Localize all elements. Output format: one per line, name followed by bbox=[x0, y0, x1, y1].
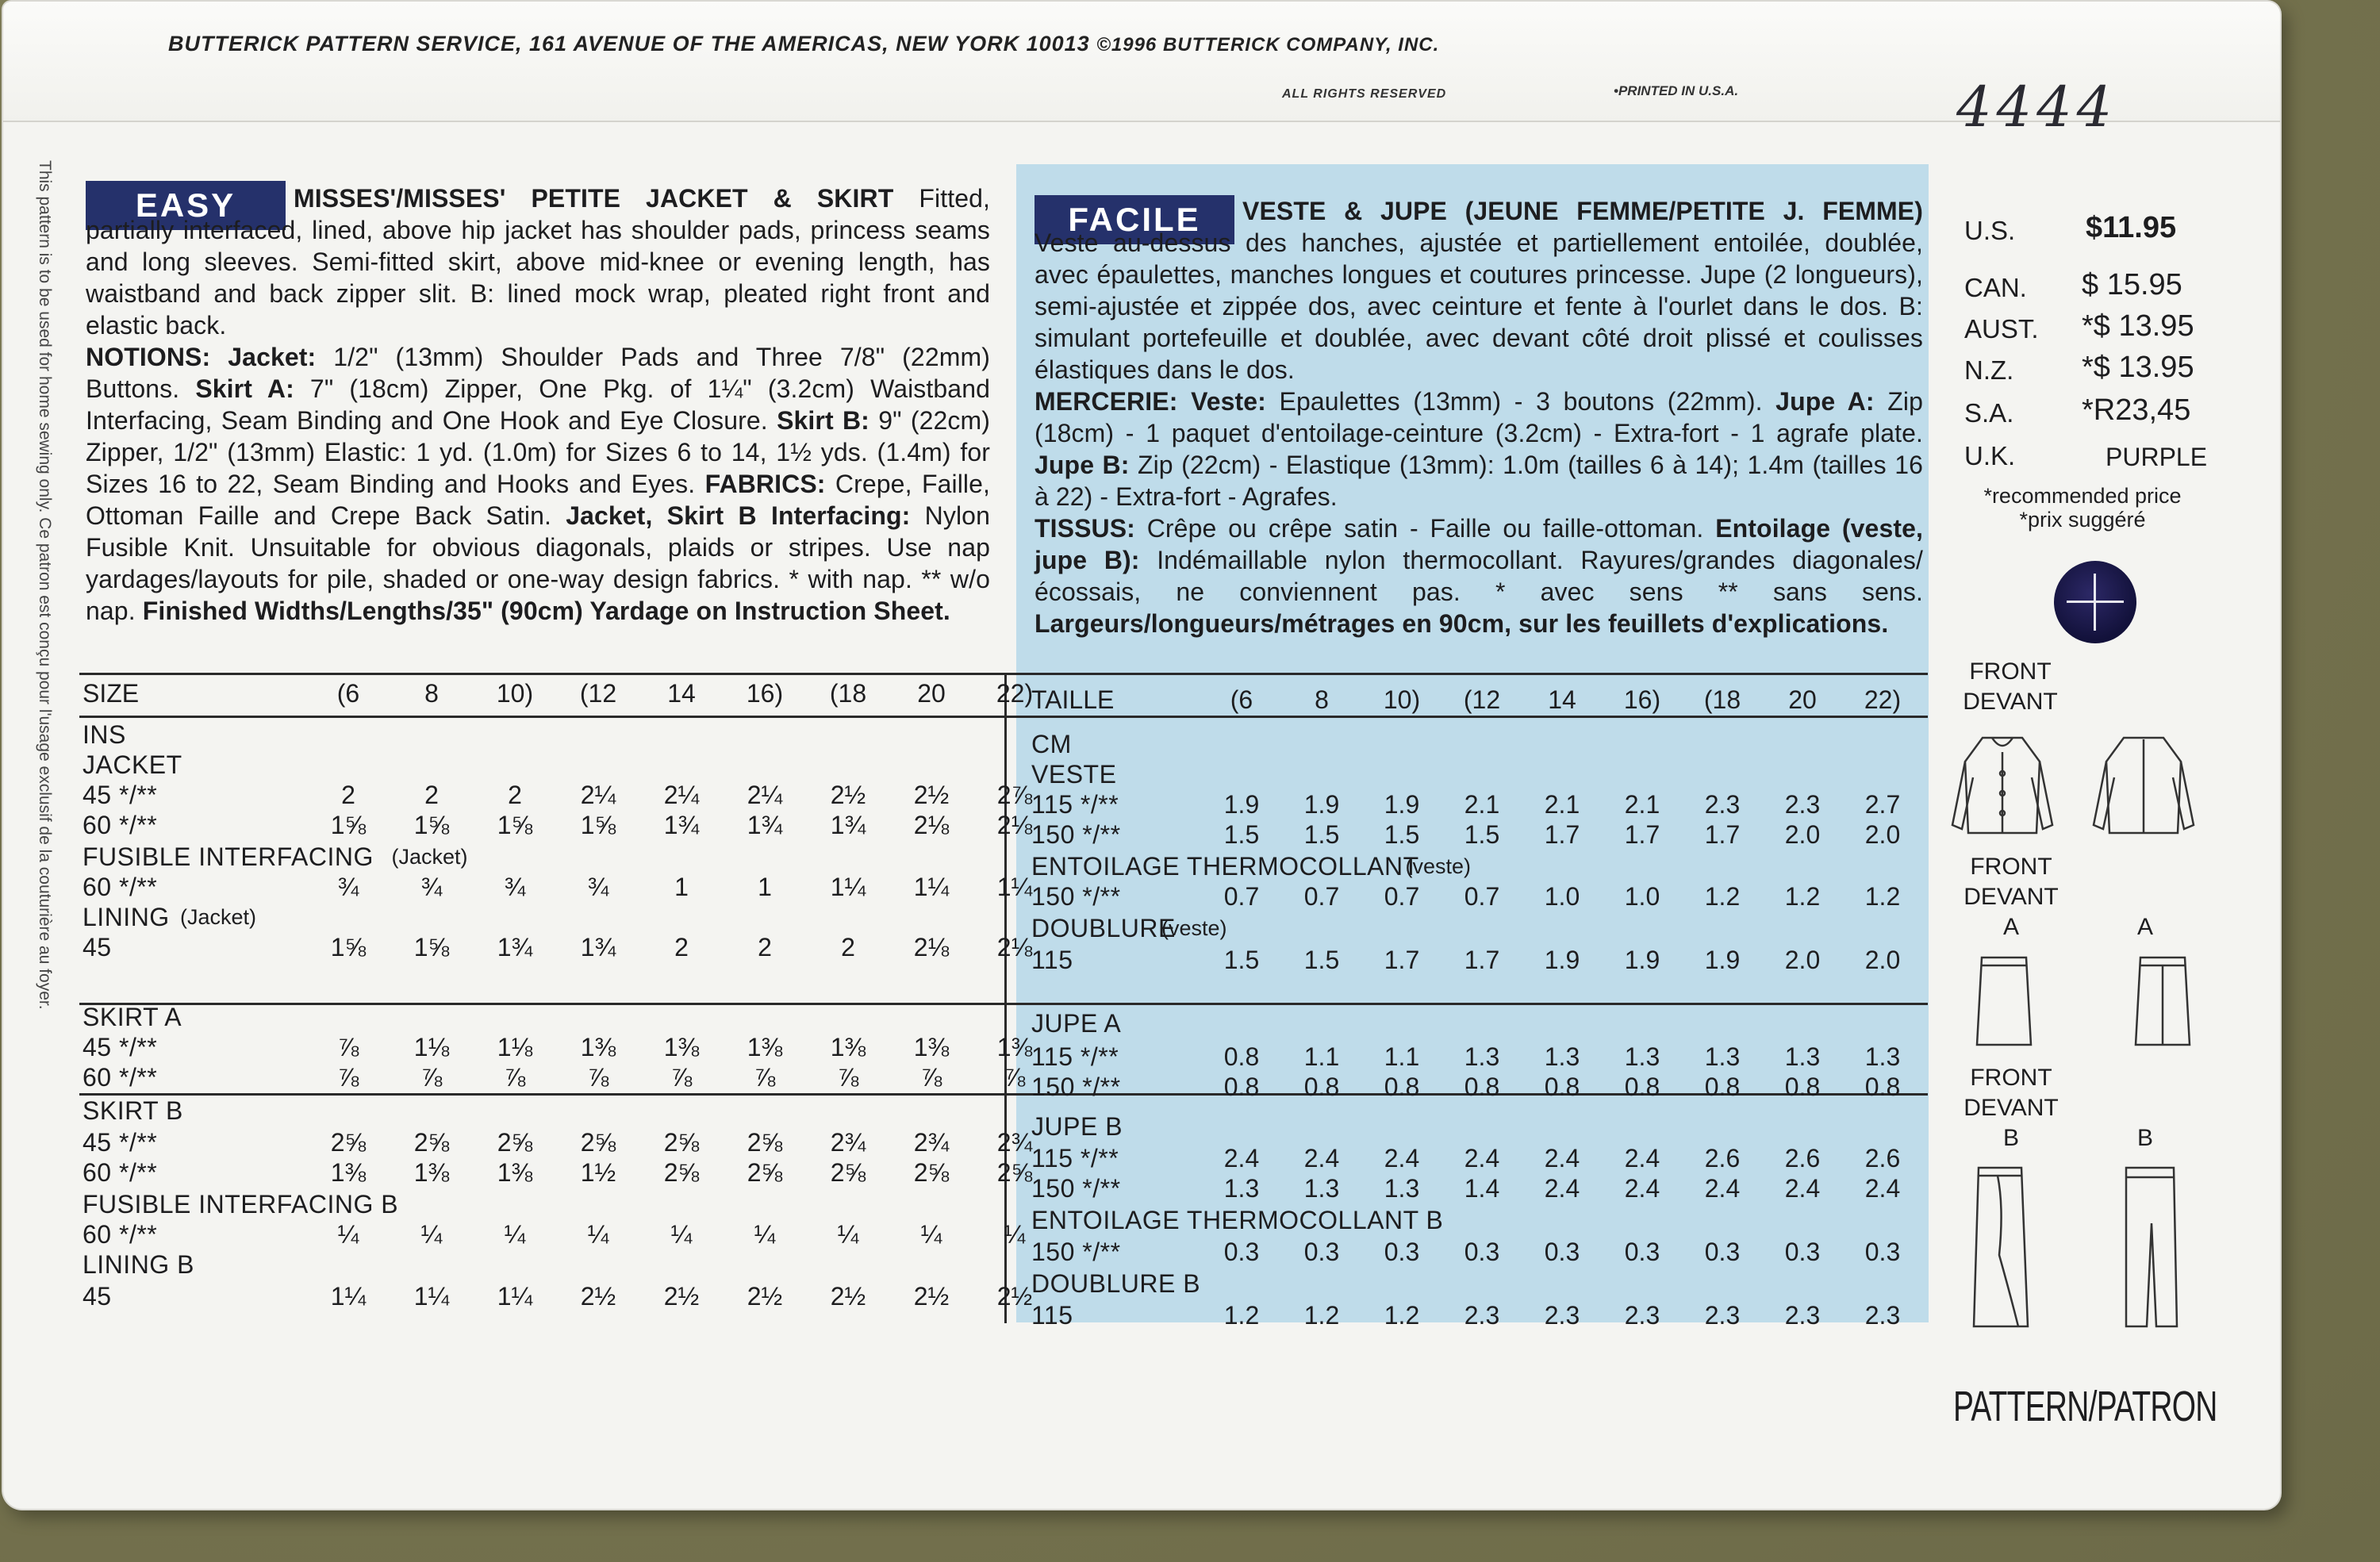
fr-row-label: 150 */** bbox=[1031, 1174, 1121, 1203]
fr-value-cell: 0.7 bbox=[1384, 882, 1420, 911]
fr-value-cell: 1.9 bbox=[1303, 790, 1340, 819]
en-value-cell: 1⅜ bbox=[497, 1158, 533, 1187]
fr-row-label: 150 */** bbox=[1031, 882, 1121, 911]
en-value-cell: ⅞ bbox=[504, 1063, 526, 1092]
fr-size-col: (12 bbox=[1463, 685, 1501, 714]
fr-row-label: VESTE bbox=[1031, 760, 1117, 789]
en-value-cell: 1⅜ bbox=[913, 1033, 950, 1061]
en-value-cell: 2 bbox=[508, 781, 522, 809]
en-value-cell: 1¾ bbox=[747, 811, 783, 839]
fr-value-cell: 1.7 bbox=[1544, 820, 1580, 849]
fr-value-cell: 1.7 bbox=[1624, 820, 1660, 849]
fr-row-label: JUPE A bbox=[1031, 1009, 1122, 1038]
en-value-cell: 2½ bbox=[830, 1282, 866, 1311]
back-a-label: A bbox=[2136, 914, 2153, 940]
en-row-label: SKIRT A bbox=[83, 1003, 182, 1031]
en-value-cell: 2¼ bbox=[580, 781, 616, 809]
fr-value-cell: 1.2 bbox=[1784, 882, 1821, 911]
en-value-cell: 1⅝ bbox=[413, 811, 450, 839]
fr-row-label: 115 */** bbox=[1031, 1144, 1119, 1172]
english-title: MISSES'/MISSES' PETITE JACKET & SKIRT bbox=[294, 184, 894, 213]
fr-row-label: DOUBLURE bbox=[1031, 914, 1176, 942]
fr-value-cell: 1.3 bbox=[1303, 1174, 1340, 1203]
skirt-b-sketch bbox=[1963, 1160, 2201, 1334]
en-value-cell: 2½ bbox=[996, 1282, 1033, 1311]
fr-value-cell: 1.7 bbox=[1704, 820, 1741, 849]
en-value-cell: 1⅝ bbox=[330, 811, 367, 839]
en-row-label: LINING B bbox=[83, 1250, 194, 1279]
fr-value-cell: 1.5 bbox=[1223, 820, 1260, 849]
en-value-cell: 2⅝ bbox=[747, 1128, 783, 1157]
fr-value-cell: 1.2 bbox=[1223, 1301, 1260, 1330]
en-row-label: LINING bbox=[83, 903, 170, 931]
fr-value-cell: 1.9 bbox=[1223, 790, 1260, 819]
fr-value-cell: 2.4 bbox=[1223, 1144, 1260, 1172]
fr-row-sublabel: (veste) bbox=[1161, 916, 1227, 940]
fr-value-cell: 1.2 bbox=[1384, 1301, 1420, 1330]
en-size-col: 16) bbox=[746, 679, 784, 708]
fr-size-col: 20 bbox=[1788, 685, 1817, 714]
fr-row-label: 115 */** bbox=[1031, 790, 1119, 819]
fr-value-cell: 1.5 bbox=[1223, 946, 1260, 974]
en-value-cell: 2 bbox=[424, 781, 439, 809]
en-value-cell: ¾ bbox=[337, 873, 359, 901]
en-value-cell: ¼ bbox=[1004, 1220, 1026, 1249]
en-value-cell: ¼ bbox=[837, 1220, 859, 1249]
fr-value-cell: 1.3 bbox=[1223, 1174, 1260, 1203]
en-value-cell: 1 bbox=[674, 873, 689, 901]
fr-size-col: 10) bbox=[1383, 685, 1421, 714]
fr-value-cell: 2.0 bbox=[1784, 946, 1821, 974]
en-value-cell: ¼ bbox=[420, 1220, 443, 1249]
fr-value-cell: 0.3 bbox=[1303, 1238, 1340, 1266]
en-value-cell: 1⅜ bbox=[830, 1033, 866, 1061]
fr-value-cell: 1.5 bbox=[1464, 820, 1500, 849]
fr-value-cell: 0.8 bbox=[1784, 1073, 1821, 1101]
en-value-cell: 2⅝ bbox=[663, 1158, 700, 1187]
fr-value-cell: 1.3 bbox=[1384, 1174, 1420, 1203]
en-row-label: 45 */** bbox=[83, 1033, 158, 1061]
fr-size-col: 22) bbox=[1864, 685, 1902, 714]
fr-value-cell: 1.5 bbox=[1384, 820, 1420, 849]
en-value-cell: 2⅝ bbox=[497, 1128, 533, 1157]
en-value-cell: ⅞ bbox=[420, 1063, 443, 1092]
en-value-cell: 2 bbox=[674, 933, 689, 961]
price-value: *$ 13.95 bbox=[2082, 351, 2194, 384]
en-value-cell: 1⅜ bbox=[413, 1158, 450, 1187]
en-row-label: SKIRT B bbox=[83, 1096, 183, 1125]
fr-row-label: 150 */** bbox=[1031, 1073, 1121, 1101]
fr-value-cell: 0.7 bbox=[1303, 882, 1340, 911]
fr-value-cell: 1.7 bbox=[1464, 946, 1500, 974]
fr-value-cell: 0.8 bbox=[1704, 1073, 1741, 1101]
en-row-label: 60 */** bbox=[83, 873, 158, 901]
en-value-cell: ⅞ bbox=[587, 1063, 609, 1092]
en-size-col: (18 bbox=[829, 679, 867, 708]
en-value-cell: 1¾ bbox=[830, 811, 866, 839]
price-country: N.Z. bbox=[1964, 355, 2014, 385]
fr-value-cell: 2.3 bbox=[1784, 1301, 1821, 1330]
en-size-col: 20 bbox=[917, 679, 946, 708]
en-value-cell: ¾ bbox=[504, 873, 526, 901]
fr-value-cell: 1.9 bbox=[1544, 946, 1580, 974]
en-value-cell: 1⅜ bbox=[996, 1033, 1033, 1061]
button-sample-icon bbox=[2054, 561, 2136, 643]
fr-value-cell: 1.9 bbox=[1384, 790, 1420, 819]
fr-value-cell: 2.4 bbox=[1303, 1144, 1340, 1172]
en-value-cell: 1¼ bbox=[913, 873, 950, 901]
en-value-cell: 2⅝ bbox=[830, 1158, 866, 1187]
price-value: *R23,45 bbox=[2082, 393, 2191, 427]
fr-value-cell: 1.1 bbox=[1384, 1042, 1420, 1071]
fr-size-col: 16) bbox=[1623, 685, 1661, 714]
en-value-cell: ¼ bbox=[754, 1220, 776, 1249]
fr-value-cell: 0.8 bbox=[1223, 1073, 1260, 1101]
price-value: *$ 13.95 bbox=[2082, 309, 2194, 343]
fr-value-cell: 2.4 bbox=[1864, 1174, 1901, 1203]
en-value-cell: 1¾ bbox=[580, 933, 616, 961]
en-value-cell: ⅞ bbox=[754, 1063, 776, 1092]
en-value-cell: ¾ bbox=[420, 873, 443, 901]
en-row-label: FUSIBLE INTERFACING B bbox=[83, 1190, 399, 1219]
fr-value-cell: 0.3 bbox=[1544, 1238, 1580, 1266]
en-value-cell: ⅞ bbox=[337, 1063, 359, 1092]
envelope-flap bbox=[3, 2, 2280, 122]
en-value-cell: 2½ bbox=[580, 1282, 616, 1311]
en-size-col: 14 bbox=[667, 679, 696, 708]
facile-badge: FACILE bbox=[1035, 195, 1234, 244]
fr-value-cell: 2.4 bbox=[1624, 1144, 1660, 1172]
en-value-cell: 2¾ bbox=[913, 1128, 950, 1157]
en-value-cell: ¼ bbox=[504, 1220, 526, 1249]
en-value-cell: 2 bbox=[341, 781, 355, 809]
en-value-cell: 2¾ bbox=[996, 1128, 1033, 1157]
fr-value-cell: 2.1 bbox=[1624, 790, 1660, 819]
skirt-a-sketch bbox=[1971, 950, 2209, 1053]
en-size-col: 10) bbox=[496, 679, 534, 708]
fr-size-col: (6 bbox=[1230, 685, 1253, 714]
en-value-cell: ¼ bbox=[337, 1220, 359, 1249]
price-country: S.A. bbox=[1964, 398, 2014, 428]
fr-value-cell: 2.0 bbox=[1784, 820, 1821, 849]
en-value-cell: 2½ bbox=[913, 781, 950, 809]
front-devant-label: FRONT DEVANT bbox=[1963, 658, 2058, 715]
fr-value-cell: 0.8 bbox=[1864, 1073, 1901, 1101]
pattern-patron-label: PATTERN/PATRON bbox=[1953, 1383, 2217, 1430]
fr-value-cell: 2.1 bbox=[1544, 790, 1580, 819]
en-value-cell: 2⅛ bbox=[913, 933, 950, 961]
fr-value-cell: 1.0 bbox=[1544, 882, 1580, 911]
fr-value-cell: 1.1 bbox=[1303, 1042, 1340, 1071]
english-yardage-table bbox=[83, 676, 1034, 1326]
en-value-cell: 1 bbox=[758, 873, 772, 901]
fr-value-cell: 2.4 bbox=[1544, 1144, 1580, 1172]
price-country: CAN. bbox=[1964, 273, 2027, 302]
rights-reserved: ALL RIGHTS RESERVED bbox=[1282, 87, 1447, 101]
en-value-cell: 1¼ bbox=[330, 1282, 367, 1311]
fr-value-cell: 0.7 bbox=[1464, 882, 1500, 911]
en-value-cell: 2⅛ bbox=[996, 811, 1033, 839]
fr-value-cell: 0.8 bbox=[1624, 1073, 1660, 1101]
fr-value-cell: 2.3 bbox=[1464, 1301, 1500, 1330]
en-row-sublabel: (Jacket) bbox=[391, 845, 468, 869]
en-row-label: 45 */** bbox=[83, 1128, 158, 1157]
en-value-cell: 2½ bbox=[747, 1282, 783, 1311]
pattern-number: 4444 bbox=[1956, 75, 2117, 140]
en-value-cell: 1⅝ bbox=[330, 933, 367, 961]
en-value-cell: 2¼ bbox=[663, 781, 700, 809]
fr-value-cell: 2.6 bbox=[1784, 1144, 1821, 1172]
en-value-cell: 2½ bbox=[830, 781, 866, 809]
fr-value-cell: 1.3 bbox=[1704, 1042, 1741, 1071]
fr-value-cell: 2.6 bbox=[1864, 1144, 1901, 1172]
fr-value-cell: 1.3 bbox=[1784, 1042, 1821, 1071]
en-value-cell: 1¾ bbox=[663, 811, 700, 839]
easy-badge: EASY bbox=[86, 181, 286, 230]
en-value-cell: ⅞ bbox=[920, 1063, 942, 1092]
pattern-envelope bbox=[3, 2, 2280, 1509]
en-value-cell: ⅞ bbox=[670, 1063, 693, 1092]
fr-row-label: 150 */** bbox=[1031, 820, 1121, 849]
fr-size-label: TAILLE bbox=[1031, 685, 1115, 714]
fr-value-cell: 2.3 bbox=[1784, 790, 1821, 819]
french-yardage-table bbox=[1031, 682, 1928, 1333]
fr-value-cell: 0.8 bbox=[1544, 1073, 1580, 1101]
fr-size-col: 14 bbox=[1548, 685, 1576, 714]
en-row-label: INS bbox=[83, 720, 126, 749]
fr-value-cell: 0.8 bbox=[1223, 1042, 1260, 1071]
fr-value-cell: 1.5 bbox=[1303, 946, 1340, 974]
en-value-cell: 2 bbox=[841, 933, 855, 961]
en-row-label: 45 bbox=[83, 1282, 112, 1311]
table-top-rule bbox=[79, 673, 1928, 675]
fr-value-cell: 2.4 bbox=[1624, 1174, 1660, 1203]
en-value-cell: 1¼ bbox=[497, 1282, 533, 1311]
french-title: VESTE & JUPE (JEUNE FEMME/PETITE J. FEMME) bbox=[1242, 197, 1923, 225]
fr-row-label: JUPE B bbox=[1031, 1112, 1123, 1141]
en-row-label: 60 */** bbox=[83, 811, 158, 839]
en-row-label: 60 */** bbox=[83, 1158, 158, 1187]
price-country: AUST. bbox=[1964, 314, 2039, 343]
fr-value-cell: 1.7 bbox=[1384, 946, 1420, 974]
english-description: MISSES'/MISSES' PETITE JACKET & SKIRT Fitted, partially interfaced, lined, above hip jacket has shoulder pads, princess seams and long sleeves. Semi-fitted skirt, above mid-knee or evening length, has waistband and back zipper slit. B: lined mock wrap, pleated right front and elastic back. NOTIONS: Jacket: 1/2" (13mm) Shoulder Pads and Three 7/8" (22mm) Buttons. Skirt A: 7" (18cm) Zipper, One Pkg. of 1¼" (3.2cm) Waistband Interfacing, Seam Binding and One Hook and Eye Closure. Skirt B: 9" (22cm) Zipper, 1/2" (13mm) Elastic: 1 yd. (1.0m) for Sizes 6 to 14, 1½ yds. (1.4m) for Sizes 16 to 22, Seam Binding and Hooks and Eyes. FABRICS: Crepe, Faille, Ottoman Faille and Crepe Back Satin. Jacket, Skirt B Interfacing: Nylon Fusible Knit. Unsuitable for obvious diagonals, plaids or stripes. Use nap yardages/layouts for pile, shaded or one-way design fabrics. * with nap. ** w/o nap. Finished Widths/Lengths/35" (90cm) Yardage on Instruction Sheet. bbox=[86, 184, 991, 625]
price-value: $ 15.95 bbox=[2082, 268, 2182, 301]
en-value-cell: 2 bbox=[758, 933, 772, 961]
price-value: PURPLE bbox=[2106, 443, 2208, 471]
en-value-cell: 2⅝ bbox=[913, 1158, 950, 1187]
en-row-label: 60 */** bbox=[83, 1063, 158, 1092]
en-value-cell: 2⅝ bbox=[663, 1128, 700, 1157]
fr-value-cell: 0.3 bbox=[1223, 1238, 1260, 1266]
fr-value-cell: 2.7 bbox=[1864, 790, 1901, 819]
fr-value-cell: 2.1 bbox=[1464, 790, 1500, 819]
fr-row-label: ENTOILAGE THERMOCOLLANT B bbox=[1031, 1206, 1444, 1234]
copyright: ©1996 BUTTERICK COMPANY, INC. bbox=[1096, 34, 1440, 56]
fr-row-label: CM bbox=[1031, 730, 1072, 758]
front-devant-b-label: FRONT DEVANT B bbox=[1964, 1065, 2059, 1151]
en-value-cell: 2⅛ bbox=[913, 811, 950, 839]
home-sewing-note: This pattern is to be used for home sewing only. Ce patron est conçu pour l'usage exclusif de la couturière au foyer. bbox=[36, 160, 54, 1010]
en-row-sublabel: (Jacket) bbox=[180, 905, 257, 929]
en-value-cell: 2⅝ bbox=[330, 1128, 367, 1157]
publisher-address: BUTTERICK PATTERN SERVICE, 161 AVENUE OF THE AMERICAS, NEW YORK 10013 bbox=[168, 32, 1090, 56]
en-size-col: 8 bbox=[424, 679, 439, 708]
jacket-sketch bbox=[1951, 730, 2221, 841]
en-size-col: (6 bbox=[336, 679, 360, 708]
fr-value-cell: 0.3 bbox=[1864, 1238, 1901, 1266]
en-value-cell: 1⅛ bbox=[497, 1033, 533, 1061]
fr-value-cell: 2.4 bbox=[1544, 1174, 1580, 1203]
printed-in: •PRINTED IN U.S.A. bbox=[1614, 83, 1739, 98]
fr-value-cell: 0.3 bbox=[1464, 1238, 1500, 1266]
fr-row-label: 150 */** bbox=[1031, 1238, 1121, 1266]
fr-size-col: (18 bbox=[1703, 685, 1741, 714]
fr-value-cell: 0.3 bbox=[1624, 1238, 1660, 1266]
fr-value-cell: 1.3 bbox=[1464, 1042, 1500, 1071]
fr-value-cell: 1.5 bbox=[1303, 820, 1340, 849]
fr-value-cell: 1.4 bbox=[1464, 1174, 1500, 1203]
en-value-cell: ¾ bbox=[587, 873, 609, 901]
fr-value-cell: 1.3 bbox=[1864, 1042, 1901, 1071]
price-country: U.S. bbox=[1964, 216, 2016, 245]
front-devant-a-label: FRONT DEVANT A bbox=[1964, 854, 2059, 940]
fr-value-cell: 2.4 bbox=[1464, 1144, 1500, 1172]
fr-value-cell: 2.6 bbox=[1704, 1144, 1741, 1172]
en-value-cell: 2⅛ bbox=[996, 933, 1033, 961]
fr-value-cell: 2.4 bbox=[1704, 1174, 1741, 1203]
en-value-cell: 1⅜ bbox=[330, 1158, 367, 1187]
en-value-cell: 1¼ bbox=[413, 1282, 450, 1311]
en-size-col: 22) bbox=[996, 679, 1034, 708]
fr-row-label: 115 bbox=[1031, 946, 1073, 974]
fr-value-cell: 0.8 bbox=[1384, 1073, 1420, 1101]
en-value-cell: 2⅝ bbox=[996, 1158, 1033, 1187]
fr-value-cell: 0.3 bbox=[1384, 1238, 1420, 1266]
fr-value-cell: 2.4 bbox=[1384, 1144, 1420, 1172]
en-value-cell: ¼ bbox=[587, 1220, 609, 1249]
fr-value-cell: 2.3 bbox=[1544, 1301, 1580, 1330]
en-row-label: 60 */** bbox=[83, 1220, 158, 1249]
fr-value-cell: 0.8 bbox=[1303, 1073, 1340, 1101]
en-value-cell: 1⅝ bbox=[413, 933, 450, 961]
fr-value-cell: 2.0 bbox=[1864, 946, 1901, 974]
en-value-cell: 1¼ bbox=[830, 873, 866, 901]
en-value-cell: 1⅜ bbox=[747, 1033, 783, 1061]
en-value-cell: 2½ bbox=[913, 1282, 950, 1311]
fr-value-cell: 2.3 bbox=[1704, 790, 1741, 819]
fr-value-cell: 0.8 bbox=[1464, 1073, 1500, 1101]
en-value-cell: 2⅝ bbox=[580, 1128, 616, 1157]
fr-value-cell: 1.0 bbox=[1624, 882, 1660, 911]
en-value-cell: 2⅝ bbox=[747, 1158, 783, 1187]
en-value-cell: 2⅞ bbox=[996, 781, 1033, 809]
fr-value-cell: 2.3 bbox=[1704, 1301, 1741, 1330]
fr-row-label: ENTOILAGE THERMOCOLLANT bbox=[1031, 852, 1419, 881]
fr-value-cell: 1.9 bbox=[1704, 946, 1741, 974]
fr-size-col: 8 bbox=[1315, 685, 1329, 714]
fr-value-cell: 0.3 bbox=[1784, 1238, 1821, 1266]
recommended-price-note: *recommended price *prix suggéré bbox=[1983, 484, 2182, 532]
en-value-cell: 1¼ bbox=[996, 873, 1033, 901]
en-value-cell: 1⅝ bbox=[580, 811, 616, 839]
fr-value-cell: 0.7 bbox=[1223, 882, 1260, 911]
back-b-label: B bbox=[2136, 1125, 2153, 1151]
en-value-cell: 1⅜ bbox=[663, 1033, 700, 1061]
en-value-cell: 2¼ bbox=[747, 781, 783, 809]
price-country: U.K. bbox=[1964, 441, 2016, 470]
fr-value-cell: 1.2 bbox=[1864, 882, 1901, 911]
fr-row-label: 115 bbox=[1031, 1301, 1073, 1330]
en-size-col: (12 bbox=[579, 679, 617, 708]
en-value-cell: 2¾ bbox=[830, 1128, 866, 1157]
fr-value-cell: 1.9 bbox=[1624, 946, 1660, 974]
en-value-cell: 1⅝ bbox=[497, 811, 533, 839]
en-value-cell: ⅞ bbox=[337, 1033, 359, 1061]
en-row-label: JACKET bbox=[83, 750, 182, 779]
publisher-header bbox=[168, 32, 1439, 56]
en-value-cell: 1⅜ bbox=[580, 1033, 616, 1061]
french-description: VESTE & JUPE (JEUNE FEMME/PETITE J. FEMME) Veste au-dessus des hanches, ajustée et partiellement entoilée, doublée, avec épaulettes, manches longues et coutures princesse. Jupe (2 longueurs), semi-ajustée et zippée dos, avec ceinture et fente à l'ourlet dans le dos. B: simulant portefeuille et doublée, avec devant côté droit plissé et coulisses élastiques dans le dos. MERCERIE: Veste: Epaulettes (13mm) - 3 boutons (22mm). Jupe A: Zip (18cm) - 1 paquet d'entoilage-ceinture (3.2cm) - Extra-fort - 1 agrafe plate. Jupe B: Zip (22cm) - Elastique (13mm): 1.0m (tailles 6 à 14); 1.4m (tailles 16 à 22) - Extra-fort - Agrafes. TISSUS: Crêpe ou crêpe satin - Faille ou faille-ottoman. Entoilage (veste, jupe B): Indémaillable nylon thermocollant. Rayures/grandes diagonales/écossais, ne conviennent pas. * avec sens ** sans sens. Largeurs/longueurs/métrages en 90cm, sur les feuillets d'explications. bbox=[1035, 197, 1923, 638]
en-value-cell: ⅞ bbox=[837, 1063, 859, 1092]
en-value-cell: ¼ bbox=[920, 1220, 942, 1249]
en-value-cell: ⅞ bbox=[1004, 1063, 1026, 1092]
en-value-cell: 1¾ bbox=[497, 933, 533, 961]
en-row-label: FUSIBLE INTERFACING bbox=[83, 842, 374, 871]
price-value: $11.95 bbox=[2086, 211, 2177, 244]
en-value-cell: 2½ bbox=[663, 1282, 700, 1311]
en-size-label: SIZE bbox=[83, 679, 140, 708]
fr-value-cell: 1.2 bbox=[1303, 1301, 1340, 1330]
fr-row-label: DOUBLURE B bbox=[1031, 1269, 1201, 1298]
fr-row-sublabel: (veste) bbox=[1405, 854, 1472, 878]
fr-value-cell: 2.0 bbox=[1864, 820, 1901, 849]
en-row-label: 45 bbox=[83, 933, 112, 961]
en-value-cell: ¼ bbox=[670, 1220, 693, 1249]
fr-row-label: 115 */** bbox=[1031, 1042, 1119, 1071]
fr-value-cell: 1.3 bbox=[1624, 1042, 1660, 1071]
en-value-cell: 1½ bbox=[580, 1158, 616, 1187]
fr-value-cell: 0.3 bbox=[1704, 1238, 1741, 1266]
fr-value-cell: 1.3 bbox=[1544, 1042, 1580, 1071]
en-row-label: 45 */** bbox=[83, 781, 158, 809]
en-value-cell: 2⅝ bbox=[413, 1128, 450, 1157]
fr-value-cell: 1.2 bbox=[1704, 882, 1741, 911]
en-value-cell: 1⅛ bbox=[413, 1033, 450, 1061]
fr-value-cell: 2.3 bbox=[1624, 1301, 1660, 1330]
fr-value-cell: 2.3 bbox=[1864, 1301, 1901, 1330]
fr-value-cell: 2.4 bbox=[1784, 1174, 1821, 1203]
